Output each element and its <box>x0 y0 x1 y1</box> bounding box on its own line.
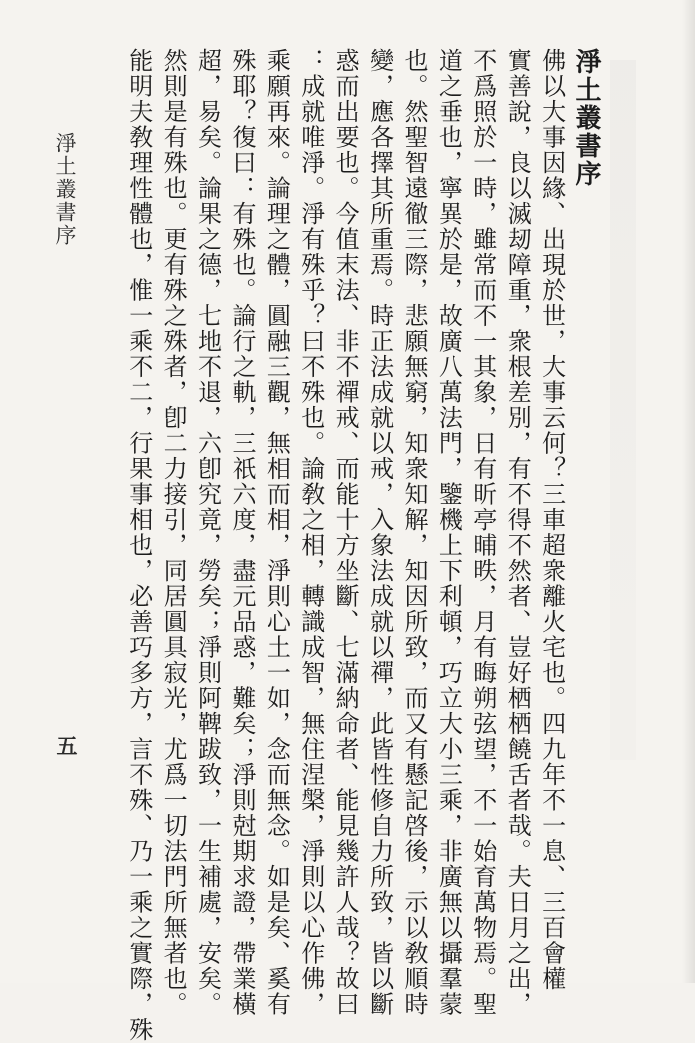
text-column-3: 不爲照於一時，雖常而不一其象，日有昕亭晡昳，月有晦朔弦望，不一始育萬物焉。聖 <box>468 48 497 1017</box>
text-column-1: 佛以大事因緣、出現於世，大事云何？三車超衆離火宅也。四九年不一息、三百會權 <box>537 48 566 992</box>
preface-body <box>121 48 603 1043</box>
text-column-5: 也。然聖智遠徹三際，悲願無窮，知衆知解，知因所致，而又有懸記啓後，示以敎順時 <box>399 48 428 1017</box>
text-column-13: 能明夫敎理性體也，惟一乘不二，行果事相也，必善巧多方，言不殊、乃一乘之實際，殊 <box>124 48 153 1043</box>
page-edge-shadow <box>682 0 695 983</box>
running-head: 淨土叢書序 <box>53 132 77 247</box>
text-column-6: 變，應各擇其所重焉。時正法成就以戒，入象法成就以禪，此皆性修自力所致，皆以斷 <box>365 48 394 1017</box>
text-column-2: 實善說，良以滅刼障重，衆根差別，有不得不然者、豈好栖栖饒舌者哉。夫日月之出， <box>503 48 532 1017</box>
text-column-10: 殊耶？復曰：有殊也。論行之軌，三祇六度，盡元品惑，難矣；淨則尅期求證，帶業橫 <box>227 48 256 1017</box>
text-column-11: 超，易矣。論果之德，七地不退，六卽究竟，勞矣；淨則阿鞞跋致，一生補處，安矣。 <box>193 48 222 1017</box>
text-column-9: 乘願再來。論理之體，圓融三觀，無相而相，淨則心土一如，念而無念。如是矣、奚有 <box>262 48 291 1017</box>
text-column-8: ：成就唯淨。淨有殊乎？曰不殊也。論敎之相，轉識成智，無住涅槃，淨則以心作佛， <box>296 48 325 1017</box>
preface-title: 淨土叢書序 <box>571 48 601 188</box>
bleed-through-shadow <box>610 60 636 760</box>
text-column-12: 然則是有殊也。更有殊之殊者，卽二力接引，同居圓具寂光，尤爲一切法門所無者也。 <box>159 48 188 1017</box>
page-number: 五 <box>54 735 79 756</box>
text-column-7: 惑而出要也。今值末法、非不禪戒、而能十方坐斷、七滿納命者、能見幾許人哉？故曰 <box>331 48 360 1017</box>
text-column-4: 道之垂也，寧異於是，故廣八萬法門，鑒機上下利頓，巧立大小三乘，非廣無以攝羣蒙 <box>434 48 463 1017</box>
